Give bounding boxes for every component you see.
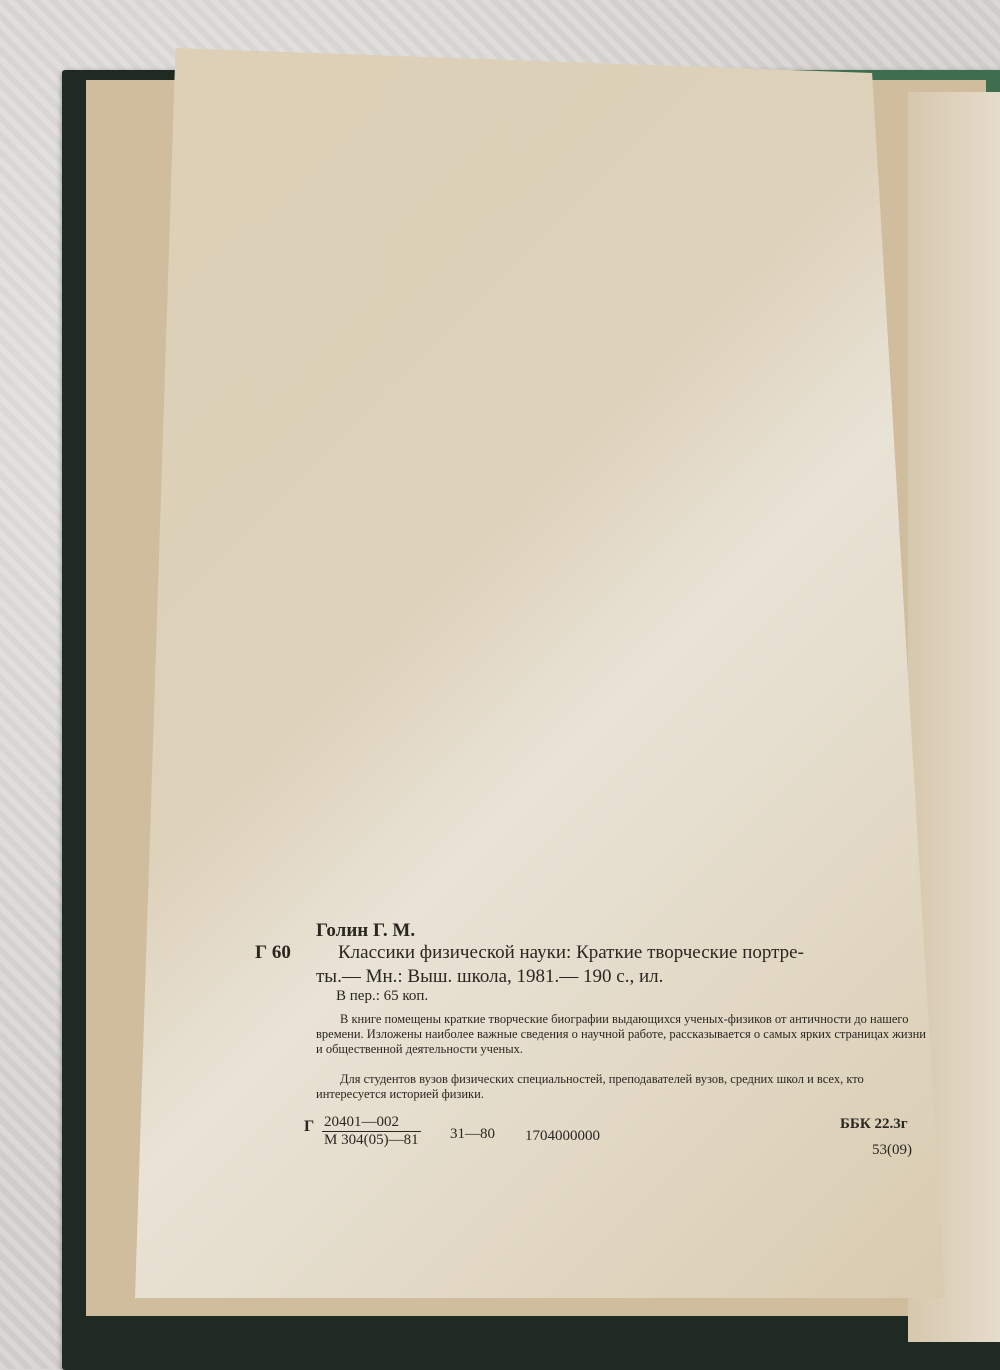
after-fraction: 31—80 [450, 1126, 495, 1142]
annotation: В книге помещены краткие творческие биографии выдающихся ученых-физиков от античности до нашего времени. Изложены наиболее важные сведения о научной работе, рассказывается о самых ярких страницах жизни и общественной деятельности ученых. [316, 1012, 926, 1056]
audience-note: Для студентов вузов физических специальностей, преподавателей вузов, средних школ и всех, кто интересуется историей физики. [316, 1072, 864, 1101]
title-page-verso [135, 48, 945, 1298]
title-line-1: Классики физической науки: Краткие творческие портре- [338, 942, 804, 963]
catalog-code: Г 60 [255, 942, 291, 963]
bbk-code: 53(09) [872, 1142, 912, 1158]
title-line-2: ты.— Мн.: Выш. школа, 1981.— 190 с., ил. [316, 966, 664, 987]
publishing-fraction [322, 1114, 421, 1149]
author: Голин Г. М. [316, 920, 416, 941]
price: В пер.: 65 коп. [336, 988, 429, 1004]
fraction-numerator: 20401—002 [322, 1114, 421, 1132]
serial-number: 1704000000 [525, 1128, 600, 1144]
fraction-denominator: М 304(05)—81 [324, 1132, 419, 1148]
bbk-index: ББК 22.3г [840, 1116, 908, 1132]
cipher-letter: Г [304, 1118, 315, 1135]
